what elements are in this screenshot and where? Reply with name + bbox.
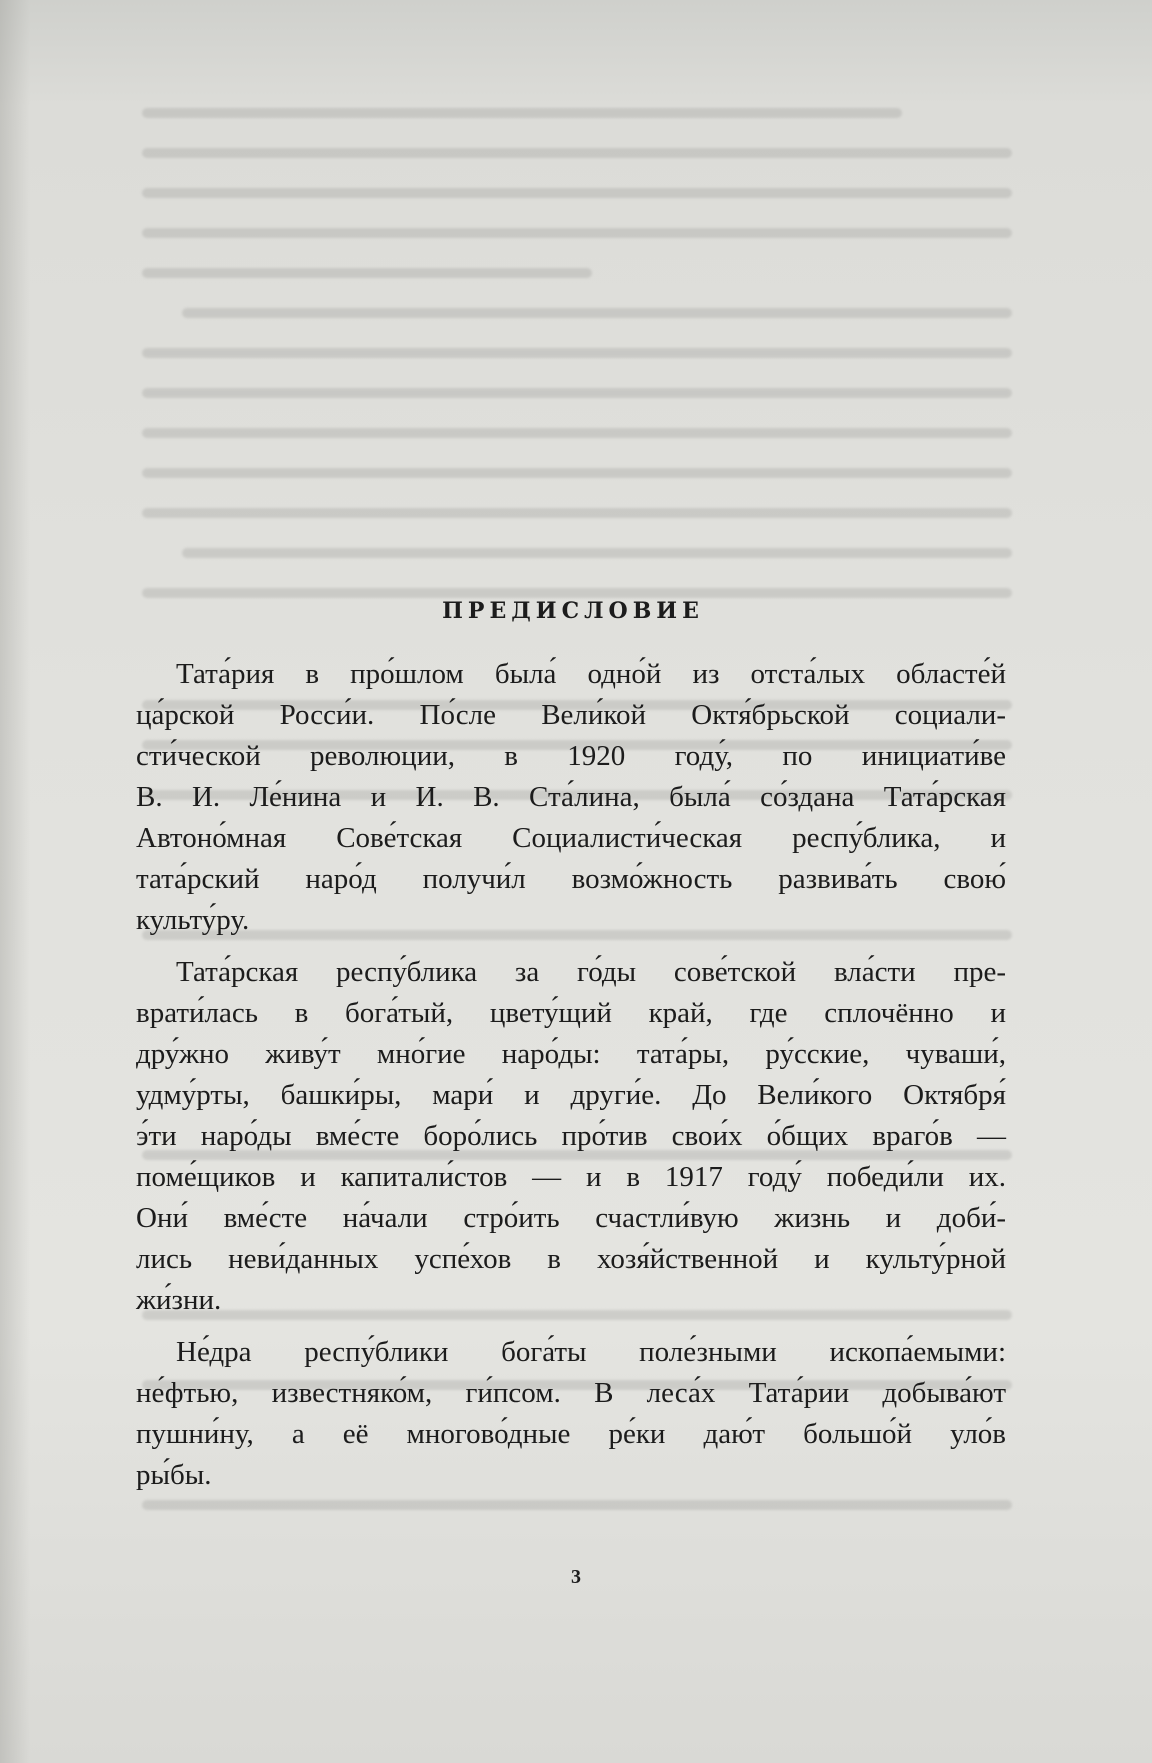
text-line: ца́рской Росси́и. По́сле Вели́кой Октя́брьской социали- (136, 699, 1006, 731)
text-line: дру́жно живу́т мно́гие наро́ды: тата́ры, ру́сские, чуваши́, (136, 1038, 1006, 1070)
preface-text (136, 598, 1006, 1507)
text-line: культу́ру. (136, 904, 250, 936)
text-line: лись неви́данных успе́хов в хозя́йственной и культу́рной (136, 1243, 1006, 1275)
text-line: Они́ вме́сте на́чали стро́ить счастли́вую жизнь и доби́- (136, 1202, 1006, 1234)
text-line: Тата́рская респу́блика за го́ды сове́тской вла́сти пре- (176, 956, 1006, 988)
text-line: не́фтью, известняко́м, ги́псом. В леса́х Тата́рии добыва́ют (136, 1377, 1006, 1409)
text-line: Тата́рия в про́шлом была́ одно́й из отста́лых областе́й (176, 658, 1006, 690)
preface-heading: ПРЕДИСЛОВИЕ (442, 598, 704, 624)
paragraph-1 (136, 654, 1006, 941)
text-line: жи́зни. (136, 1284, 222, 1316)
text-line: Автоно́мная Сове́тская Социалисти́ческая респу́блика, и (136, 822, 1006, 854)
text-line: Не́дра респу́блики бога́ты поле́зными ископа́емыми: (176, 1336, 1006, 1368)
text-line: э́ти наро́ды вме́сте боро́лись про́тив свои́х о́бщих враго́в — (136, 1120, 1006, 1152)
text-line: сти́ческой революции, в 1920 году́, по инициати́ве (136, 740, 1006, 772)
text-line: врати́лась в бога́тый, цвету́щий край, где сплочённо и (136, 997, 1006, 1029)
text-line: ры́бы. (136, 1459, 212, 1491)
text-line: тата́рский наро́д получи́л возмо́жность развива́ть свою́ (136, 863, 1006, 895)
text-line: пушни́ну, а её многово́дные ре́ки даю́т большо́й уло́в (136, 1418, 1006, 1450)
paragraph-3 (136, 1332, 1006, 1496)
paragraph-2 (136, 952, 1006, 1321)
page-number: 3 (571, 1566, 581, 1588)
text-line: поме́щиков и капитали́стов — и в 1917 году́ победи́ли их. (136, 1161, 1006, 1193)
text-line: удму́рты, башки́ры, мари́ и други́е. До Вели́кого Октября́ (136, 1079, 1006, 1111)
text-line: В. И. Ле́нина и И. В. Ста́лина, была́ со́здана Тата́рская (136, 781, 1006, 813)
